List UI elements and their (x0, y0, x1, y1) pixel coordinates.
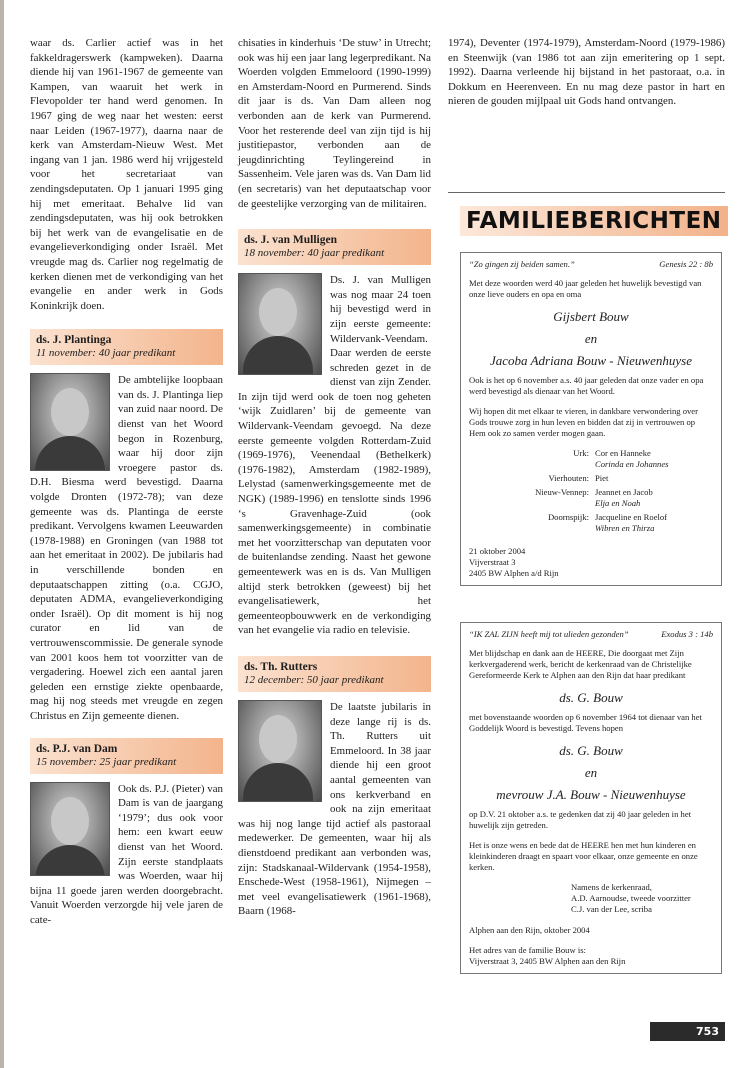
article-text: 1974), Deventer (1974-1979), Amsterdam-Noord (1979-1986) en Steenwijk (van 1986 tot aan zijn emeritering op 1 sept. 1992). Daarna verleende hij bijstand in het pastoraat, o.a. in Dokkum en Heerenveen. En nu mag deze pastor in hart en nieren de gouden mijlpaal uit Gods hand ontvangen. (448, 37, 725, 108)
jubilee-name: ds. J. van Mulligen (244, 234, 337, 247)
signature-line: A.D. Aarnoudse, tweede voorzitter (571, 893, 691, 903)
family-children: Elja en Noah (595, 498, 641, 508)
notice-name: ds. G. Bouw (559, 743, 623, 758)
signature-line: C.J. van der Lee, scriba (571, 904, 652, 914)
jubilee-header-rutters (238, 656, 431, 692)
column-2 (238, 36, 431, 919)
column-1 (30, 36, 223, 927)
page-edge (0, 0, 4, 1068)
jubilee-header-vandam (30, 738, 223, 774)
notice-signature (571, 882, 713, 915)
jubilee-header-plantinga (30, 329, 223, 365)
jubilee-name: ds. P.J. van Dam (36, 742, 118, 755)
jubilee-name: ds. J. Plantinga (36, 334, 112, 347)
notice-quote: “Zo gingen zij beiden samen.” (469, 259, 575, 269)
notice-conjunction: en (584, 331, 598, 346)
notice-date: 21 oktober 2004 (469, 546, 526, 556)
family-children: Corinda en Johannes (595, 459, 669, 469)
notice-name: ds. G. Bouw (559, 690, 623, 705)
notice-bible-ref: Genesis 22 : 8b (659, 259, 713, 269)
jubilee-name: ds. Th. Rutters (244, 660, 318, 673)
address-line: Vijverstraat 3, 2405 BW Alphen aan den Rijn (469, 956, 626, 966)
jubilee-subtitle: 12 december: 50 jaar predikant (244, 673, 384, 686)
jubilee-header-vanmulligen (238, 229, 431, 265)
notice-text: met bovenstaande woorden op 6 november 1964 tot dienaar van het Goddelijk Woord is bevestigd. Tevens hopen (469, 712, 702, 733)
notice-text: Het is onze wens en bede dat de HEERE hen met hun kinderen en kleinkinderen draagt en spaart voor elkaar, onze gemeente en onze kerken. (469, 840, 698, 872)
family-row (469, 448, 713, 470)
article-text: chisaties in kinderhuis ‘De stuw’ in Utrecht; ook was hij een jaar lang legerpredikant. Na Woerden volgden Emmeloord (1990-1999) en Amsterdam-Noord en Purmerend. Sinds dit jaar is ds. Van Dam alleen nog verbonden aan de kerk van Purmerend. Voor het resterende deel van zijn tijd is hij justitiepastor, verbonden aan de jeugdinrichting Teylingereind in Sassenheim. Vele jaren was ds. Van Dam lid (en secretaris) van het deputaatschap voor de geestelijke verzorging van de militairen. (238, 37, 431, 210)
family-place: Urk: (573, 448, 589, 458)
family-names: Jeannet en Jacob (595, 487, 653, 497)
notice-name: Gijsbert Bouw (553, 309, 629, 324)
notice-text: Met deze woorden werd 40 jaar geleden het huwelijk bevestigd van onze lieve ouders en opa en oma (469, 278, 702, 299)
notice-text: Wij hopen dit met elkaar te vieren, in dankbare verwondering over Gods trouwe zorg in hun leven en bidden dat zij in vertrouwen op Hem ook zo samen verder mogen gaan. (469, 406, 698, 438)
section-divider (448, 192, 725, 193)
notice-name: Jacoba Adriana Bouw - Nieuwenhuyse (490, 353, 692, 368)
article-text: De laatste jubilaris in deze lange rij is ds. Th. Rutters uit Emmeloord. In 38 jaar diende hij een groot aantal gemeenten van ons kerkverband en ook na zijn emeritaat was hij nog lange tijd actief als pastoraal medewerker. De gemeenten, waar hij als dienstdoend predikant aan verbonden was, zijn: Stadskanaal-Wildervank (1954-1958), Enschede-West (1958-1961), Nijmegen – met veel evangelisatiewerk (1961-1968), Baarn (1968- (238, 700, 431, 918)
family-row (469, 487, 713, 509)
article-text: Ook ds. P.J. (Pieter) van Dam is van de jaargang ‘1979’; dus ook voor hem: een kwart eeuw dienst van het Woord. Zijn eerste standplaats was Woerden, waar hij bijna 11 goede jaren werden doorgebracht. Vanuit Woerden verzorgde hij vele jaren de cate- (30, 782, 223, 926)
family-children: Wibren en Thirza (595, 523, 655, 533)
address-line: Het adres van de familie Bouw is: (469, 945, 586, 955)
notice-bible-ref: Exodus 3 : 14b (661, 629, 713, 639)
family-names: Jacqueline en Roelof (595, 512, 668, 522)
notice-quote: “IK ZAL ZIJN heeft mij tot ulieden gezonden” (469, 629, 629, 639)
article-text: De ambtelijke loopbaan van ds. J. Plantinga liep van zuid naar noord. De dienst van het Woord begon in Rozenburg, waar hij door zijn vroegere pastor ds. D.H. Biesma werd bevestigd. Daarna volgde Dronten (1972-78); van deze gemeente was ds. Plantinga de eerste predikant. Vervolgens kwamen Leeuwarden (1978-1988) en Groningen (van 1988 tot aan het emeritaat in 2002). De jubilaris had in verschillende bonden en deputaatschappen zitting (o.a. CGJO, deputaten ADMA, evangelieverkondiging onder Israël). Op dit moment is hij nog curator en lid van de vertrouwenscommissie. De generale synode van 2001 koos hem tot voorzitter van de vergadering. Hoewel zich een aantal jaren geleden een ernstige ziekte openbaarde, mag hij nog steeds met vreugde en zegen Christus en Zijn gemeente dienen. (30, 374, 223, 722)
page-number: 753 (650, 1022, 725, 1041)
family-place: Vierhouten: (548, 473, 589, 483)
jubilee-subtitle: 15 november: 25 jaar predikant (36, 755, 177, 768)
family-row (469, 473, 713, 484)
jubilee-subtitle: 11 november: 40 jaar predikant (36, 347, 176, 360)
family-notice-2 (460, 622, 722, 974)
family-notice-1 (460, 252, 722, 586)
notice-text: op D.V. 21 oktober a.s. te gedenken dat zij 40 jaar geleden in het huwelijk zijn getreden. (469, 809, 692, 830)
family-row (469, 512, 713, 534)
family-names: Piet (595, 473, 609, 483)
portrait-photo-vanmulligen (238, 273, 322, 375)
notice-text: Ook is het op 6 november a.s. 40 jaar geleden dat onze vader en opa werd bevestigd als dienaar van het Woord. (469, 375, 704, 396)
portrait-photo-vandam (30, 782, 110, 876)
family-place: Nieuw-Vennep: (535, 487, 589, 497)
notice-name: mevrouw J.A. Bouw - Nieuwenhuyse (496, 787, 686, 802)
notice-address (469, 546, 713, 579)
address-line: Vijverstraat 3 (469, 557, 516, 567)
column-3 (448, 36, 725, 109)
signature-line: Namens de kerkenraad, (571, 882, 652, 892)
portrait-photo-rutters (238, 700, 322, 802)
article-text: Ds. J. van Mulligen was nog maar 24 toen hij bevestigd werd in zijn eerste gemeente: Wildervank-Veendam. Daar werden de eerste schreden gezet in de dienst van zijn Zender. In zijn tijd werd ook de toen nog geheten ‘wijk Zuidlaren’ bij de gemeente van Wildervank-Veendam gevoegd. Na deze eerste gemeente volgden Rotterdam-Zuid (1969-1976), Veenendaal (Bethelkerk) (1976-1982), Amsterdam (1982-1989), Lelystad (samenwerkingsgemeente met de NGK) (1989-1996) en tenslotte sinds 1996 ‘s Gravenhage-Zuid (ook samenwerkingsgemeente) in combinatie met het voorzitterschap van deputaten voor de buitenlandse zending. Naast het gewone gemeentewerk was en is ds. Van Mulligen altijd sterk betrokken (geweest) bij het evangelisatiewerk, het gemeenteopbouwwerk en de verkondiging van het evangelie via radio en televisie. (238, 274, 431, 637)
section-title-familieberichten: FAMILIEBERICHTEN (460, 206, 728, 236)
family-list (469, 448, 713, 534)
notice-conjunction: en (584, 765, 598, 780)
notice-text: Met blijdschap en dank aan de HEERE, Die doorgaat met Zijn kerkvergaderend werk, bericht de kerkenraad van de Christelijke Gereformeerde Kerk te Alphen aan den Rijn dat haar predikant (469, 648, 692, 680)
portrait-photo-plantinga (30, 373, 110, 471)
family-names: Cor en Hanneke (595, 448, 651, 458)
notice-place-date: Alphen aan den Rijn, oktober 2004 (469, 925, 590, 935)
article-text: waar ds. Carlier actief was in het fakkeldragerswerk (kampweken). Daarna diende hij van 1961-1967 de gemeente van Kampen, van waaruit het werk in Flevopolder ter hand werd genomen. In 1967 ging de weg naar het westen: eerst naar Leiden (1967-1977), daarna naar de kerk van Amsterdam-Nieuw West. Met ingang van 1 jan. 1986 werd hij vrijgesteld voor het secretariaat van zendingsdeputaten. Op 1 januari 1995 ging hij met emeritaat. Behalve lid van zendingsdeputaten, was hij ook betrokken bij het werk van de evangelisatie en de evangelieverkondiging onder Israël. Met vreugde mag ds. Carlier nog regelmatig de kerken dienen met de verkondiging van het evangelie en ander werk in Gods Koninkrijk doen. (30, 37, 223, 312)
address-line: 2405 BW Alphen a/d Rijn (469, 568, 559, 578)
family-place: Doornspijk: (547, 512, 589, 522)
jubilee-subtitle: 18 november: 40 jaar predikant (244, 247, 385, 260)
